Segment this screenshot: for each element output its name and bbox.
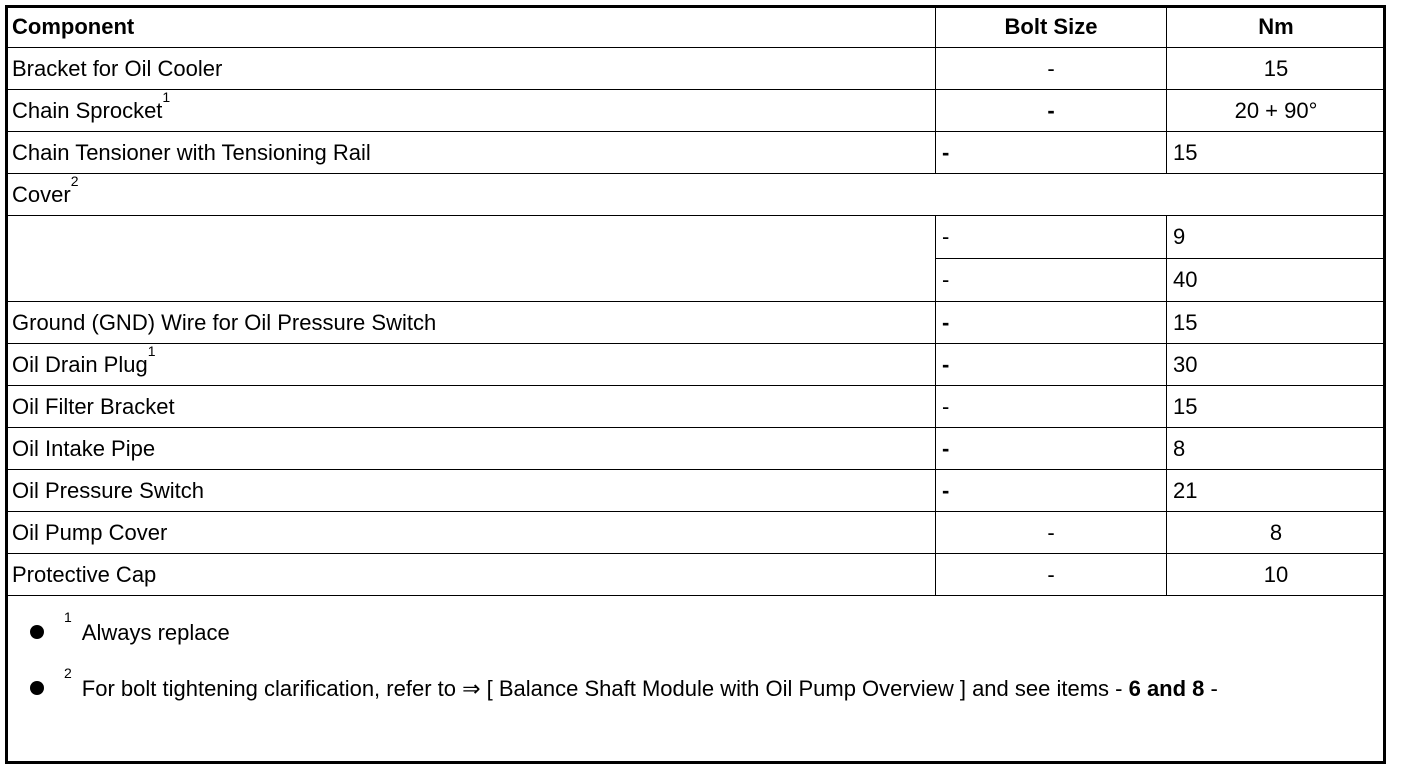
bolt-size-cell: -	[936, 428, 1167, 470]
bolt-size-cell: -	[936, 259, 1167, 302]
bolt-size-cell: -	[936, 132, 1167, 174]
bolt-size-cell: -	[936, 90, 1167, 132]
nm-cell: 10	[1167, 554, 1386, 596]
header-bolt-size: Bolt Size	[936, 6, 1167, 48]
nm-cell: 15	[1167, 302, 1386, 344]
header-nm: Nm	[1167, 6, 1386, 48]
component-text: Oil Drain Plug	[12, 351, 148, 377]
table-row	[6, 428, 1386, 470]
bolt-size-cell: -	[936, 216, 1167, 259]
bolt-size-cell: -	[936, 48, 1167, 90]
nm-cell: 8	[1167, 512, 1386, 554]
nm-cell: 8	[1167, 428, 1386, 470]
table-row	[6, 90, 1386, 132]
component-text: Chain Sprocket	[12, 97, 163, 123]
footnote-marker: 2	[70, 173, 79, 189]
footnote-marker: 1	[162, 89, 171, 105]
footnote-text: For bolt tightening clarification, refer to ⇒ [ Balance Shaft Module with Oil Pump Overview ] and see items -	[81, 676, 1129, 701]
table-row	[6, 512, 1386, 554]
table-row	[6, 386, 1386, 428]
table-row	[6, 470, 1386, 512]
bolt-size-cell: -	[936, 554, 1167, 596]
bullet-icon	[30, 681, 44, 695]
footnote-item	[30, 609, 230, 646]
component-cell-empty	[6, 216, 936, 302]
footnote-bold-items: 6 and 8	[1128, 676, 1205, 701]
component-text: Cover	[12, 181, 71, 207]
footnote-item	[30, 665, 1218, 702]
bolt-size-cell: -	[936, 470, 1167, 512]
header-row	[6, 6, 1386, 48]
component-cell	[6, 90, 936, 132]
footnote-marker: 2	[64, 665, 72, 681]
component-cell: Ground (GND) Wire for Oil Pressure Switch	[6, 302, 936, 344]
component-cell: Chain Tensioner with Tensioning Rail	[6, 132, 936, 174]
bolt-size-cell: -	[936, 512, 1167, 554]
footnote-marker: 1	[147, 343, 156, 359]
footnote-text: Always replace	[81, 620, 230, 645]
component-cell: Oil Pressure Switch	[6, 470, 936, 512]
nm-cell: 15	[1167, 132, 1386, 174]
component-cell: Protective Cap	[6, 554, 936, 596]
bullet-icon	[30, 625, 44, 639]
nm-cell: 9	[1167, 216, 1386, 259]
nm-cell: 21	[1167, 470, 1386, 512]
table-row	[6, 344, 1386, 386]
bolt-size-cell: -	[936, 302, 1167, 344]
nm-cell: 40	[1167, 259, 1386, 302]
component-cell: Oil Filter Bracket	[6, 386, 936, 428]
nm-cell: 20 + 90°	[1167, 90, 1386, 132]
torque-table	[5, 5, 1386, 596]
footnote-marker: 1	[64, 609, 72, 625]
nm-cell: 15	[1167, 48, 1386, 90]
table-row	[6, 554, 1386, 596]
table-row	[6, 302, 1386, 344]
table-row	[6, 132, 1386, 174]
component-cell	[6, 174, 1386, 216]
table-row	[6, 216, 1386, 259]
header-component: Component	[6, 6, 936, 48]
footnote-text-end: -	[1204, 676, 1218, 701]
component-cell: Oil Pump Cover	[6, 512, 936, 554]
component-cell: Oil Intake Pipe	[6, 428, 936, 470]
bolt-size-cell: -	[936, 344, 1167, 386]
table-row	[6, 48, 1386, 90]
nm-cell: 15	[1167, 386, 1386, 428]
component-cell	[6, 344, 936, 386]
nm-cell: 30	[1167, 344, 1386, 386]
table-row	[6, 174, 1386, 216]
component-cell: Bracket for Oil Cooler	[6, 48, 936, 90]
bolt-size-cell: -	[936, 386, 1167, 428]
